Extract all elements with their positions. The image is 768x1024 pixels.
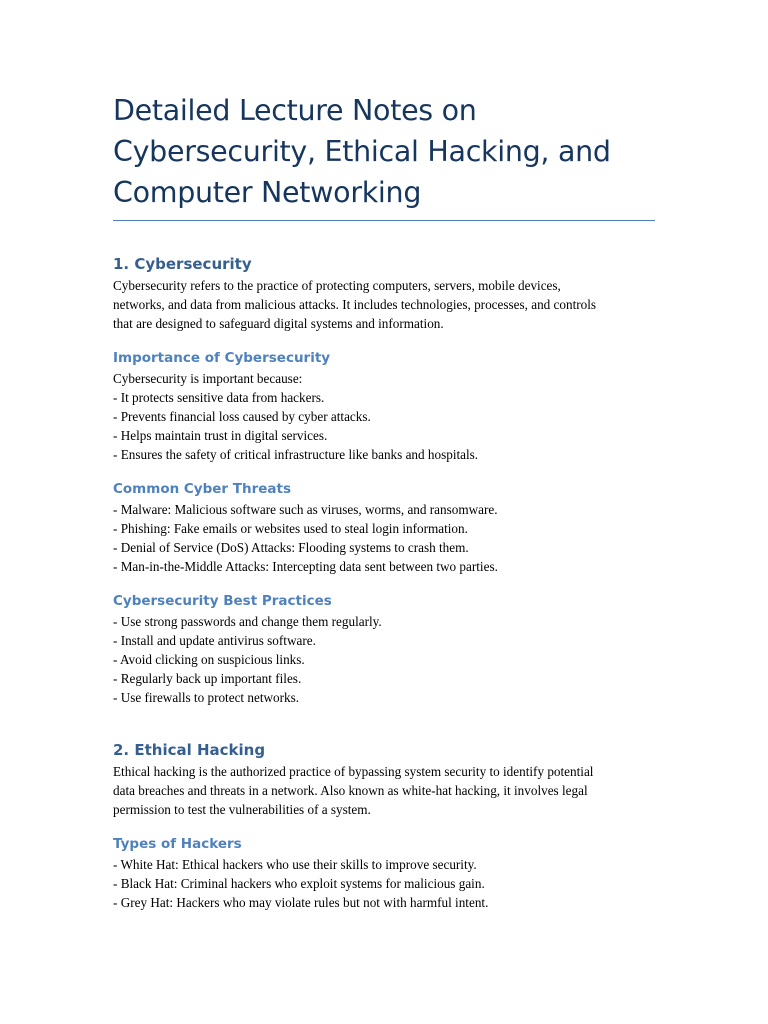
list-item: - Prevents financial loss caused by cyber attacks. xyxy=(113,409,371,424)
subheading-threats: Common Cyber Threats xyxy=(113,481,292,497)
list-item: - Install and update antivirus software. xyxy=(113,633,316,648)
list-item: - Black Hat: Criminal hackers who exploit systems for malicious gain. xyxy=(113,876,485,891)
list-item: - Avoid clicking on suspicious links. xyxy=(113,652,305,667)
paragraph-line: Cybersecurity refers to the practice of protecting computers, servers, mobile devices, xyxy=(113,278,561,293)
list-item: - It protects sensitive data from hackers. xyxy=(113,390,325,405)
document-title xyxy=(113,90,656,213)
list-item: - Use strong passwords and change them regularly. xyxy=(113,614,382,629)
section-heading-ethical-hacking: 2. Ethical Hacking xyxy=(113,741,266,759)
threats-list xyxy=(113,500,656,576)
title-line: Detailed Lecture Notes on xyxy=(113,94,477,127)
subheading-types-of-hackers: Types of Hackers xyxy=(113,836,242,852)
list-item: - Phishing: Fake emails or websites used to steal login information. xyxy=(113,521,468,536)
document-page xyxy=(113,90,656,912)
practices-list xyxy=(113,612,656,707)
paragraph-line: permission to test the vulnerabilities of a system. xyxy=(113,802,371,817)
list-item: - Denial of Service (DoS) Attacks: Flooding systems to crash them. xyxy=(113,540,469,555)
list-item: - Helps maintain trust in digital services. xyxy=(113,428,328,443)
paragraph-line: data breaches and threats in a network. Also known as white-hat hacking, it involves legal xyxy=(113,783,588,798)
section-intro-ethical-hacking xyxy=(113,762,656,819)
subheading-importance: Importance of Cybersecurity xyxy=(113,350,331,366)
list-item: - Regularly back up important files. xyxy=(113,671,302,686)
list-item: - Malware: Malicious software such as viruses, worms, and ransomware. xyxy=(113,502,498,517)
section-intro-cybersecurity xyxy=(113,276,656,333)
list-item: Cybersecurity is important because: xyxy=(113,371,303,386)
paragraph-line: that are designed to safeguard digital systems and information. xyxy=(113,316,444,331)
title-line: Cybersecurity, Ethical Hacking, and xyxy=(113,135,611,168)
list-item: - Grey Hat: Hackers who may violate rules but not with harmful intent. xyxy=(113,895,489,910)
list-item: - Use firewalls to protect networks. xyxy=(113,690,300,705)
hacker-types-list xyxy=(113,855,656,912)
subheading-best-practices: Cybersecurity Best Practices xyxy=(113,593,332,609)
title-divider xyxy=(113,220,655,221)
list-item: - Ensures the safety of critical infrastructure like banks and hospitals. xyxy=(113,447,479,462)
title-line: Computer Networking xyxy=(113,176,422,209)
paragraph-line: Ethical hacking is the authorized practice of bypassing system security to identify potential xyxy=(113,764,594,779)
list-item: - White Hat: Ethical hackers who use their skills to improve security. xyxy=(113,857,477,872)
paragraph-line: networks, and data from malicious attacks. It includes technologies, processes, and controls xyxy=(113,297,597,312)
importance-list xyxy=(113,369,656,464)
list-item: - Man-in-the-Middle Attacks: Intercepting data sent between two parties. xyxy=(113,559,498,574)
section-heading-cybersecurity: 1. Cybersecurity xyxy=(113,255,252,273)
